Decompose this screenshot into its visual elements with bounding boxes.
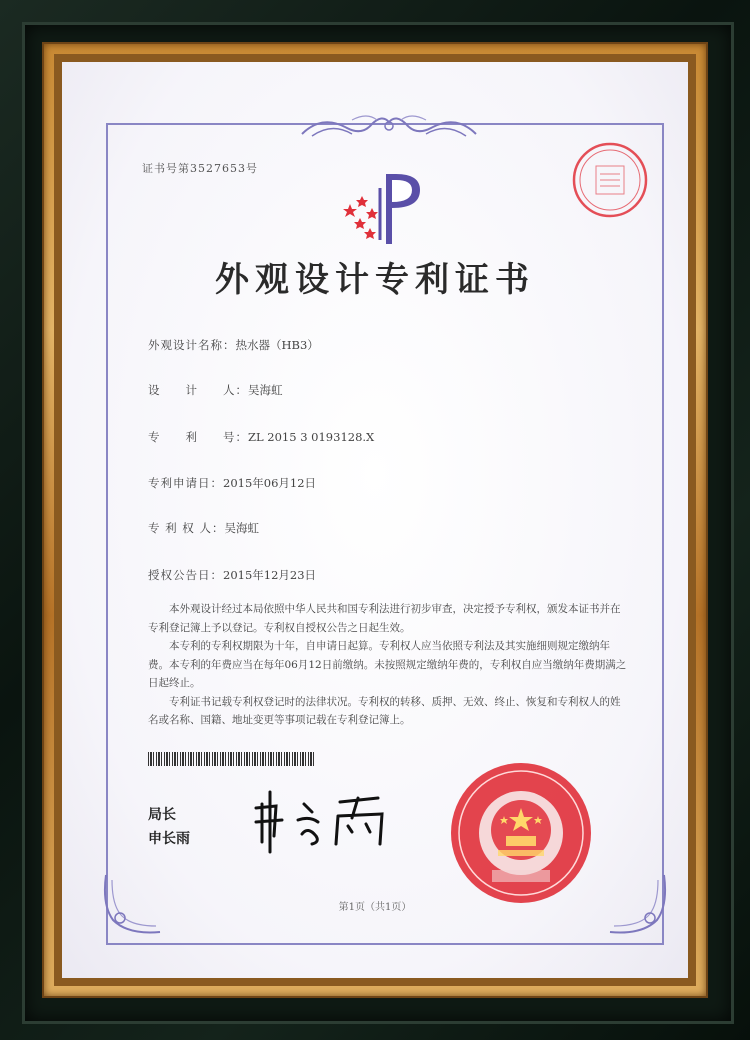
certificate-title: 外观设计专利证书 bbox=[215, 260, 535, 300]
certificate-body bbox=[148, 600, 628, 730]
field-value: 热水器（HB3） bbox=[235, 338, 319, 352]
field-value: 2015年06月12日 bbox=[223, 476, 317, 490]
field-label: 专 利 号： bbox=[148, 430, 248, 444]
field-value: 吴海虹 bbox=[248, 383, 283, 397]
patent-office-logo-icon bbox=[336, 168, 436, 248]
field-application-date bbox=[148, 475, 316, 491]
field-grant-date bbox=[148, 567, 316, 583]
field-label: 授权公告日： bbox=[148, 568, 223, 582]
national-seal-icon bbox=[448, 760, 594, 906]
field-label: 设 计 人： bbox=[148, 383, 248, 397]
director-title: 局长 bbox=[148, 807, 176, 823]
barcode bbox=[148, 752, 316, 766]
certificate-number: 证书号第3527653号 bbox=[142, 162, 258, 175]
field-value: ZL 2015 3 0193128.X bbox=[248, 430, 375, 444]
field-label: 专 利 权 人： bbox=[148, 521, 225, 535]
field-design-name bbox=[148, 337, 319, 353]
field-patent-number bbox=[148, 429, 374, 445]
field-value: 吴海虹 bbox=[224, 521, 259, 535]
body-paragraph: 专利证书记载专利权登记时的法律状况。专利权的转移、质押、无效、终止、恢复和专利权人的姓名或名称、国籍、地址变更等事项记载在专利登记簿上。 bbox=[148, 695, 621, 726]
field-patentee bbox=[148, 520, 259, 536]
page-number: 第1页（共1页） bbox=[338, 902, 412, 913]
field-label: 专利申请日： bbox=[148, 476, 223, 490]
director-name: 申长雨 bbox=[148, 831, 190, 847]
body-paragraph: 本专利的专利权期限为十年，自申请日起算。专利权人应当依照专利法及其实施细则规定缴纳年费。本专利的年费应当在每年06月12日前缴纳。未按照规定缴纳年费的，专利权自应当缴纳年费期满之日起终止。 bbox=[148, 640, 627, 689]
top-ornament-icon bbox=[292, 112, 486, 142]
body-paragraph: 本外观设计经过本局依照中华人民共和国专利法进行初步审查，决定授予专利权，颁发本证书并在专利登记簿上予以登记。专利权自授权公告之日起生效。 bbox=[148, 603, 621, 634]
patent-office-seal-icon bbox=[570, 140, 650, 220]
field-designer bbox=[148, 382, 283, 398]
field-value: 2015年12月23日 bbox=[223, 568, 317, 582]
signature-icon bbox=[248, 786, 398, 856]
field-label: 外观设计名称： bbox=[148, 338, 236, 352]
